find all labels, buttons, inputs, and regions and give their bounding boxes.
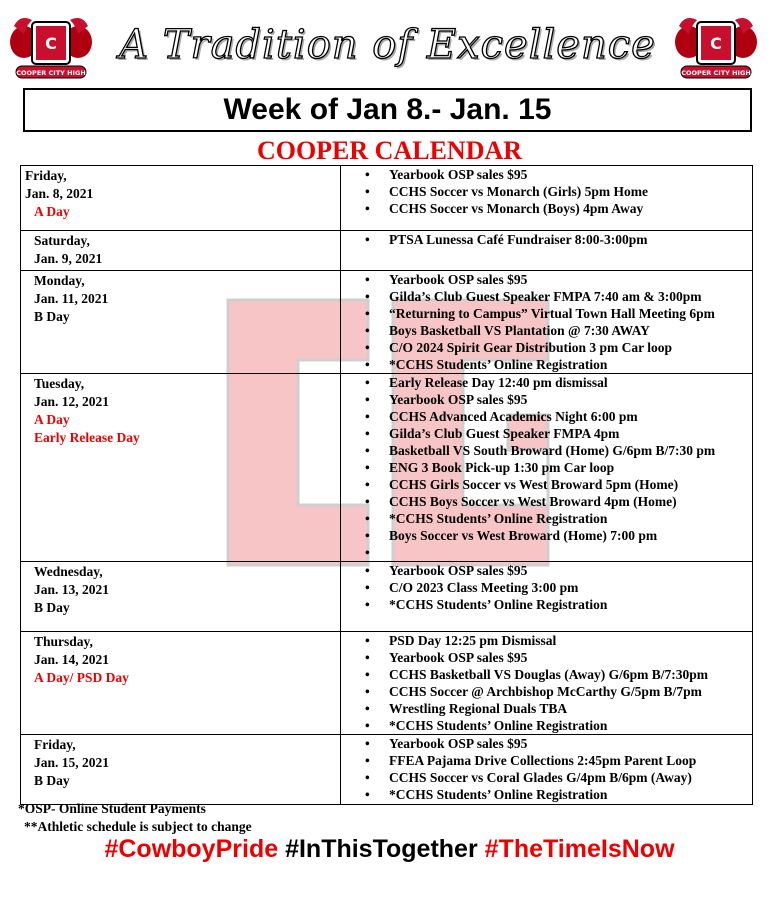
event-item: • C/O 2023 Class Meeting 3:00 pm [341,579,752,596]
calendar-row [21,231,753,271]
calendar-row [21,735,753,805]
event-list [341,374,752,561]
weekday-label: Wednesday, [34,564,103,579]
footnote-athletic: **Athletic schedule is subject to change [24,819,252,834]
calendar-row [21,562,753,632]
day-type-label: A Day/ PSD Day [34,670,129,685]
event-item: • Yearbook OSP sales $95 [341,271,752,288]
event-item: • Yearbook OSP sales $95 [341,649,752,666]
event-item: • CCHS Soccer vs Monarch (Girls) 5pm Home [341,183,752,200]
event-item: • *CCHS Students’ Online Registration [341,510,752,527]
date-label: Jan. 8, 2021 [25,186,94,201]
svg-text:COOPER CITY HIGH: COOPER CITY HIGH [16,69,86,77]
day-cell [21,166,341,231]
events-cell [341,271,753,374]
date-label: Jan. 12, 2021 [34,394,110,409]
calendar-row [21,166,753,231]
event-item: • PTSA Lunessa Café Fundraiser 8:00-3:00pm [341,231,752,248]
event-list [341,562,752,613]
day-type-label: A Day [34,412,70,427]
hashtag-the-time-is-now: #TheTimeIsNow [484,835,675,863]
event-item: • CCHS Soccer vs Coral Glades G/4pm B/6pm (Away) [341,769,752,786]
weekday-label: Friday, [25,168,67,183]
calendar-title: COOPER CALENDAR [256,136,523,165]
event-item: • *CCHS Students’ Online Registration [341,717,752,734]
event-list [341,632,752,734]
event-item: • C/O 2024 Spirit Gear Distribution 3 pm Car loop [341,339,752,356]
event-item: • *CCHS Students’ Online Registration [341,356,752,373]
events-cell [341,632,753,735]
event-item: • Yearbook OSP sales $95 [341,735,752,752]
event-item: • CCHS Boys Soccer vs West Broward 4pm (Home) [341,493,752,510]
event-item: • Yearbook OSP sales $95 [341,562,752,579]
weekday-label: Monday, [34,273,85,288]
events-cell [341,231,753,271]
day-cell [21,231,341,271]
event-item: • “Returning to Campus” Virtual Town Hall Meeting 6pm [341,305,752,322]
events-cell [341,562,753,632]
event-item: • Early Release Day 12:40 pm dismissal [341,374,752,391]
day-type-label: A Day [34,204,70,219]
svg-text:C: C [45,34,57,53]
date-label: Jan. 15, 2021 [34,755,110,770]
event-item: • CCHS Advanced Academics Night 6:00 pm [341,408,752,425]
event-list [341,735,752,803]
calendar-table [20,165,753,805]
event-item: • Gilda’s Club Guest Speaker FMPA 7:40 am & 3:00pm [341,288,752,305]
event-list [341,271,752,373]
hashtag-cowboy-pride: #CowboyPride [104,835,279,863]
day-cell [21,562,341,632]
event-item: • CCHS Basketball VS Douglas (Away) G/6pm B/7:30pm [341,666,752,683]
event-item: • Gilda’s Club Guest Speaker FMPA 4pm [341,425,752,442]
calendar-row [21,632,753,735]
week-title: Week of Jan 8.- Jan. 15 [23,88,752,132]
event-item: • CCHS Girls Soccer vs West Broward 5pm (Home) [341,476,752,493]
event-item: • Yearbook OSP sales $95 [341,391,752,408]
event-item: • ENG 3 Book Pick-up 1:30 pm Car loop [341,459,752,476]
footnote-osp: *OSP- Online Student Payments [18,801,206,816]
tagline: A Tradition of Excellence [119,22,656,68]
date-label: Jan. 13, 2021 [34,582,110,597]
day-cell [21,374,341,562]
weekday-label: Thursday, [34,634,93,649]
hashtag-in-this-together: #InThisTogether [285,835,478,863]
event-item: • Yearbook OSP sales $95 [341,166,752,183]
day-type-label: B Day [34,600,70,615]
footnotes [18,800,252,836]
event-item: • CCHS Soccer @ Archbishop McCarthy G/5pm B/7pm [341,683,752,700]
events-cell [341,735,753,805]
events-cell [341,374,753,562]
calendar-row [21,271,753,374]
event-item: • FFEA Pajama Drive Collections 2:45pm Parent Loop [341,752,752,769]
events-cell [341,166,753,231]
weekday-label: Saturday, [34,233,90,248]
event-item [341,544,752,561]
calendar-row [21,374,753,562]
event-item: • Wrestling Regional Duals TBA [341,700,752,717]
event-item: • Boys Soccer vs West Broward (Home) 7:00 pm [341,527,752,544]
day-cell [21,632,341,735]
event-item: • CCHS Soccer vs Monarch (Boys) 4pm Away [341,200,752,217]
school-crest-logo-right [675,12,757,84]
weekday-label: Tuesday, [34,376,85,391]
day-type-label: B Day [34,309,70,324]
event-item: • Boys Basketball VS Plantation @ 7:30 AWAY [341,322,752,339]
event-list [341,166,752,217]
event-item: • Basketball VS South Broward (Home) G/6pm B/7:30 pm [341,442,752,459]
svg-text:C: C [710,34,722,53]
weekday-label: Friday, [34,737,76,752]
day-cell [21,735,341,805]
date-label: Jan. 9, 2021 [34,251,103,266]
date-label: Jan. 14, 2021 [34,652,110,667]
hashtags [0,835,779,864]
event-item: • *CCHS Students’ Online Registration [341,596,752,613]
early-release-label: Early Release Day [34,430,140,445]
day-cell [21,271,341,374]
svg-text:COOPER CITY HIGH: COOPER CITY HIGH [681,69,751,77]
event-item: • PSD Day 12:25 pm Dismissal [341,632,752,649]
event-list [341,231,752,248]
date-label: Jan. 11, 2021 [34,291,109,306]
event-item: • *CCHS Students’ Online Registration [341,786,752,803]
day-type-label: B Day [34,773,70,788]
school-crest-logo-left [10,12,92,84]
